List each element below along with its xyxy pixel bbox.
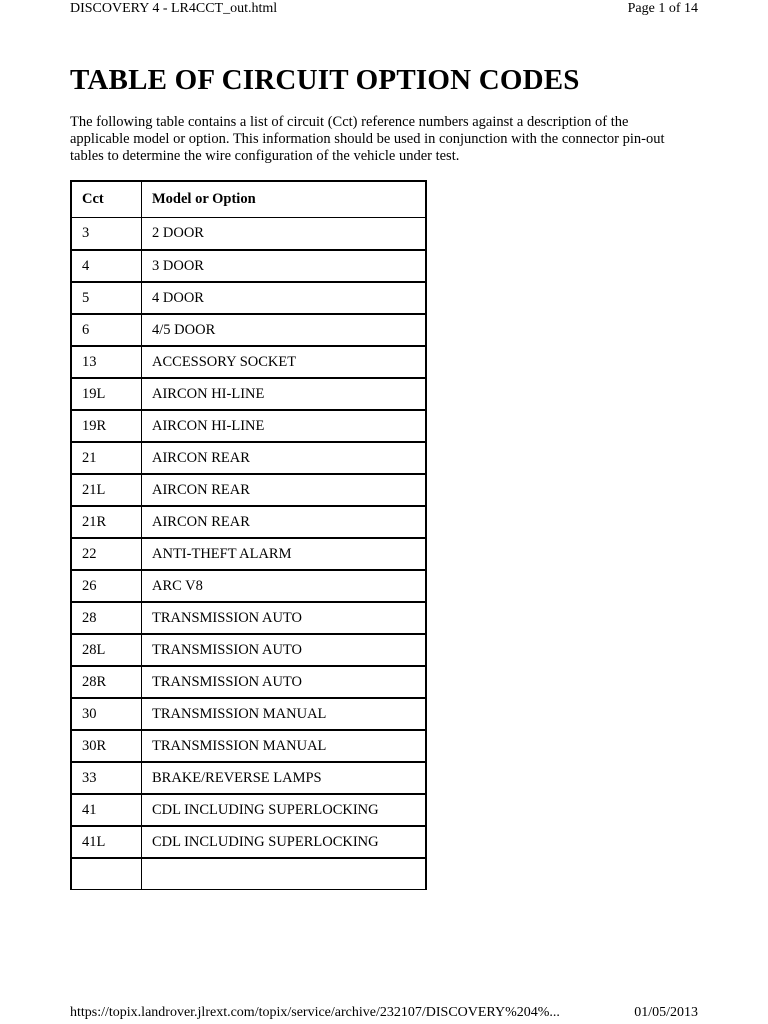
model-option-cell bbox=[142, 858, 425, 890]
cct-code-cell: 5 bbox=[72, 282, 142, 314]
cct-code-cell: 26 bbox=[72, 570, 142, 602]
intro-paragraph: The following table contains a list of circuit (Cct) reference numbers against a description of the applicable model or option. This information should be used in conjunction with the connector pin-out tables to determine the wire configuration of the vehicle under test. bbox=[70, 114, 665, 164]
model-option-cell: AIRCON HI-LINE bbox=[142, 378, 425, 410]
page-indicator: Page 1 of 14 bbox=[627, 1, 698, 16]
cct-code-cell: 4 bbox=[72, 250, 142, 282]
column-header-model-option: Model or Option bbox=[142, 182, 425, 218]
cct-code-cell: 19R bbox=[72, 410, 142, 442]
model-option-cell: ARC V8 bbox=[142, 570, 425, 602]
model-option-cell: 3 DOOR bbox=[142, 250, 425, 282]
table-row bbox=[72, 698, 425, 730]
table-row bbox=[72, 858, 425, 890]
table-row bbox=[72, 794, 425, 826]
model-option-cell: AIRCON REAR bbox=[142, 506, 425, 538]
model-option-cell: AIRCON REAR bbox=[142, 474, 425, 506]
table-body bbox=[72, 218, 425, 890]
model-option-cell: CDL INCLUDING SUPERLOCKING bbox=[142, 794, 425, 826]
table-row bbox=[72, 218, 425, 250]
table-row bbox=[72, 282, 425, 314]
cct-code-cell: 19L bbox=[72, 378, 142, 410]
model-option-cell: TRANSMISSION MANUAL bbox=[142, 730, 425, 762]
cct-code-cell: 33 bbox=[72, 762, 142, 794]
table-row bbox=[72, 506, 425, 538]
page-header bbox=[70, 0, 698, 20]
cct-code-cell: 30R bbox=[72, 730, 142, 762]
cct-code-cell: 41 bbox=[72, 794, 142, 826]
model-option-cell: ANTI-THEFT ALARM bbox=[142, 538, 425, 570]
cct-code-cell: 21 bbox=[72, 442, 142, 474]
table-header-row bbox=[72, 182, 425, 218]
table-row bbox=[72, 346, 425, 378]
source-url: https://topix.landrover.jlrext.com/topix/service/archive/232107/DISCOVERY%204%... bbox=[70, 1005, 560, 1020]
cct-code-cell: 21R bbox=[72, 506, 142, 538]
model-option-cell: BRAKE/REVERSE LAMPS bbox=[142, 762, 425, 794]
circuit-codes-table-container bbox=[70, 180, 427, 960]
model-option-cell: CDL INCLUDING SUPERLOCKING bbox=[142, 826, 425, 858]
column-header-cct: Cct bbox=[72, 182, 142, 218]
table-row bbox=[72, 570, 425, 602]
cct-code-cell bbox=[72, 858, 142, 890]
table-row bbox=[72, 442, 425, 474]
model-option-cell: TRANSMISSION AUTO bbox=[142, 634, 425, 666]
model-option-cell: TRANSMISSION AUTO bbox=[142, 602, 425, 634]
table-row bbox=[72, 762, 425, 794]
table-row bbox=[72, 474, 425, 506]
document-name: DISCOVERY 4 - LR4CCT_out.html bbox=[70, 1, 278, 16]
model-option-cell: 2 DOOR bbox=[142, 218, 425, 250]
model-option-cell: AIRCON HI-LINE bbox=[142, 410, 425, 442]
table-row bbox=[72, 410, 425, 442]
model-option-cell: TRANSMISSION MANUAL bbox=[142, 698, 425, 730]
table-row bbox=[72, 314, 425, 346]
table-row bbox=[72, 378, 425, 410]
cct-code-cell: 28R bbox=[72, 666, 142, 698]
table-row bbox=[72, 634, 425, 666]
cct-code-cell: 22 bbox=[72, 538, 142, 570]
cct-code-cell: 21L bbox=[72, 474, 142, 506]
page-footer bbox=[70, 1004, 698, 1024]
cct-code-cell: 41L bbox=[72, 826, 142, 858]
table-row bbox=[72, 730, 425, 762]
model-option-cell: AIRCON REAR bbox=[142, 442, 425, 474]
cct-code-cell: 6 bbox=[72, 314, 142, 346]
model-option-cell: 4 DOOR bbox=[142, 282, 425, 314]
model-option-cell: 4/5 DOOR bbox=[142, 314, 425, 346]
model-option-cell: ACCESSORY SOCKET bbox=[142, 346, 425, 378]
table-row bbox=[72, 538, 425, 570]
table-row bbox=[72, 250, 425, 282]
cct-code-cell: 3 bbox=[72, 218, 142, 250]
table-row bbox=[72, 666, 425, 698]
cct-code-cell: 30 bbox=[72, 698, 142, 730]
table-row bbox=[72, 826, 425, 858]
table-row bbox=[72, 602, 425, 634]
page-title: TABLE OF CIRCUIT OPTION CODES bbox=[70, 64, 580, 96]
cct-code-cell: 28 bbox=[72, 602, 142, 634]
print-date: 01/05/2013 bbox=[634, 1005, 698, 1020]
model-option-cell: TRANSMISSION AUTO bbox=[142, 666, 425, 698]
cct-code-cell: 13 bbox=[72, 346, 142, 378]
circuit-codes-table bbox=[70, 180, 427, 890]
cct-code-cell: 28L bbox=[72, 634, 142, 666]
